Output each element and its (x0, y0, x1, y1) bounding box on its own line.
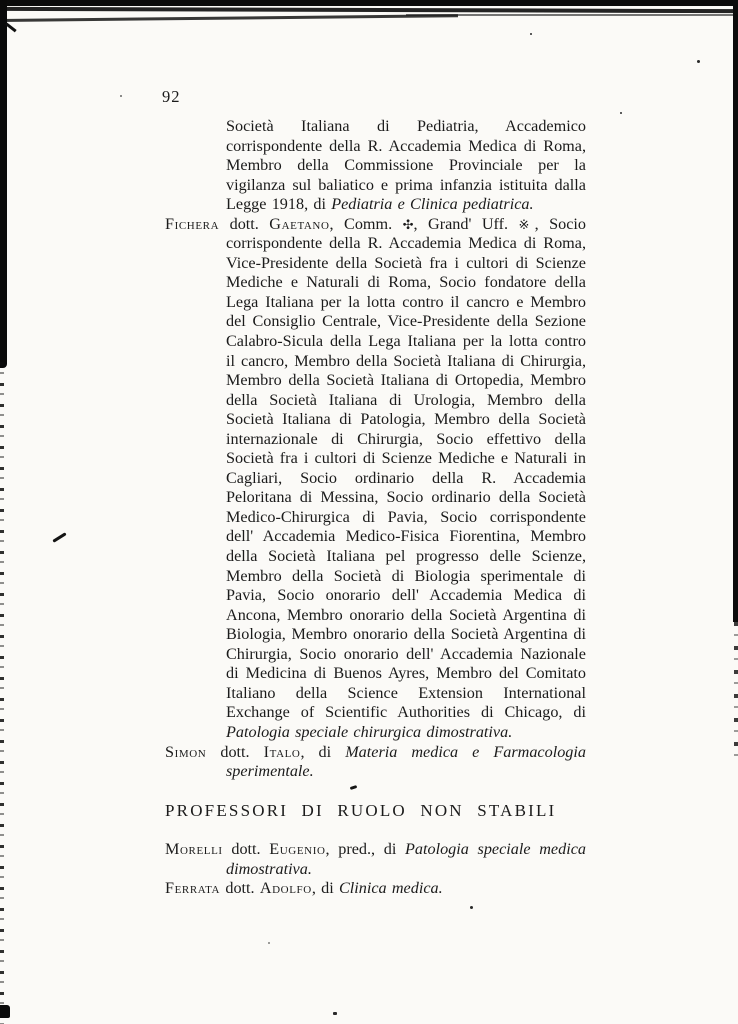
handwritten-slash-mark (52, 532, 66, 542)
scan-edge-top-streak-2 (0, 7, 738, 13)
section-heading: PROFESSORI DI RUOLO NON STABILI (165, 800, 557, 820)
scan-edge-right-band (733, 0, 738, 622)
small-ink-dash (350, 785, 358, 790)
scan-edge-right-speckle (734, 622, 738, 762)
entry-morelli: Morelli dott. Eugenio, pred., di Patologia speciale medica dimostrativa. (165, 840, 586, 878)
small-ink-dash (165, 783, 586, 793)
scan-edge-left-speckle (0, 362, 4, 1024)
entry-ferrata: Ferrata dott. Adolfo, di Clinica medica. (165, 879, 443, 898)
entry-fichera: Fichera dott. Gaetano, Comm. ✣, Grand' Uff. ※, Socio corrispondente della R. Accademia Medica di Roma, Vice-Presidente della Società fra i cultori di Scienze Mediche e Naturali di Roma, Socio fondatore della Lega Italiana per la lotta contro il cancro e Membro del Consiglio Centrale, Vice-Presidente della Sezione Calabro-Sicula della Lega Italiana per la lotta contro il cancro, Membro della Società Italiana di Chirurgia, Membro della Società Italiana di Ortopedia, Membro della Società Italiana di Urologia, Membro della Società Italiana di Patologia, Membro della Società internazionale di Chirurgia, Socio effettivo della Società fra i cultori di Scienze Mediche e Naturali in Cagliari, Socio ordinario della R. Accademia Peloritana di Messina, Socio ordinario della Società Medico-Chirurgica di Pavia, Socio corrispondente dell' Accademia Medico-Fisica Fiorentina, Membro della Società Italiana pel progresso delle Scienze, Membro della Società di Biologia sperimentale di Pavia, Socio onorario dell' Accademia Medica di Ancona, Membro onorario della Società Argentina di Biologia, Membro onorario della Società Argentina di Chirurgia, Socio onorario dell' Accademia Nazionale di Medicina di Buenos Ayres, Membro del Comitato Italiano della Science Extension International Exchange of Scientific Authorities di Chicago, di Patologia speciale chirurgica dimostrativa. (165, 214, 586, 741)
ink-speck (697, 60, 700, 63)
ink-speck (530, 33, 532, 35)
scan-edge-left-hook-mark (5, 23, 16, 33)
continuation-paragraph: Società Italiana di Pediatria, Accademico corrispondente della R. Accademia Medica di Roma, Membro della Commissione Provinciale per la vigilanza sul baliatico e prima infanzia istituita dalla Legge 1918, di Pediatria e Clinica pediatrica. (226, 117, 586, 214)
page-number: 92 (162, 87, 181, 106)
ink-speck (620, 112, 622, 114)
entry-simon: Simon dott. Italo, di Materia medica e Farmacologia sperimentale. (165, 742, 586, 781)
scan-edge-top-streak-1 (0, 0, 738, 6)
ink-speck (470, 906, 473, 909)
text-sections (165, 117, 586, 899)
scan-edge-left-band (0, 0, 7, 368)
ink-speck (268, 942, 270, 944)
ink-speck (333, 1012, 337, 1015)
ink-speck (120, 95, 122, 97)
scan-edge-top-streak-4 (406, 14, 738, 16)
scan-edge-top-streak-3 (0, 14, 458, 22)
scan-corner-blob (0, 1005, 10, 1018)
